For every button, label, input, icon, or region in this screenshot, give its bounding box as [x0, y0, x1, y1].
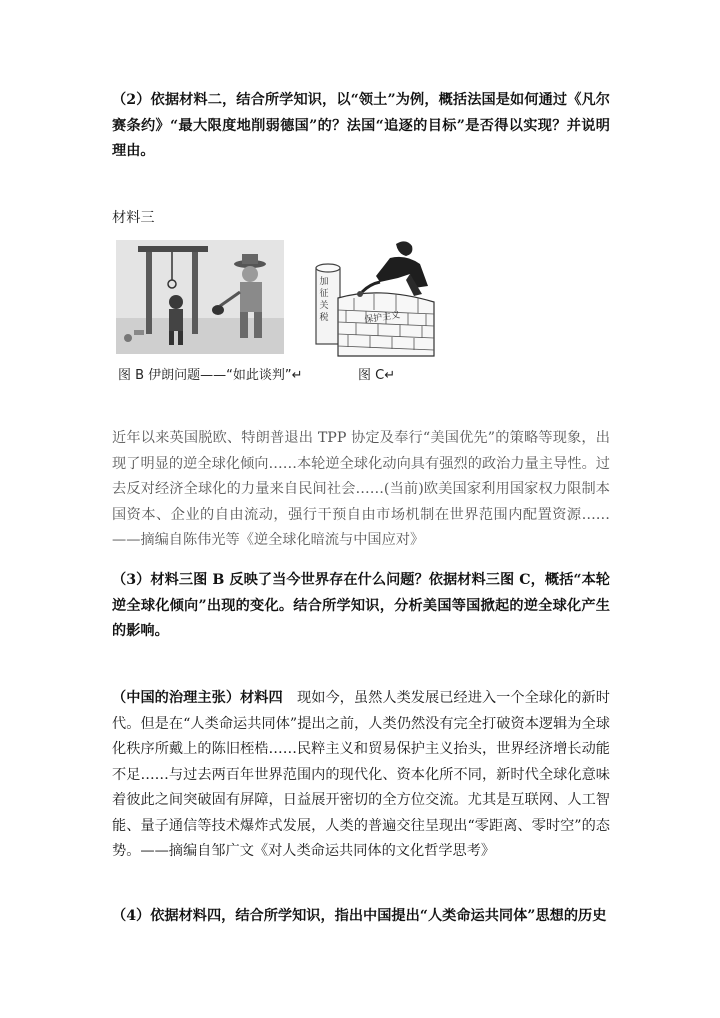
- material-3-text: 近年以来英国脱欧、特朗普退出 TPP 协定及奉行“美国优先”的策略等现象，出现了明显的逆全球化倾向……本轮逆全球化动向具有强烈的政治力量主导性。过去反对经济全球化的力量来自民间社会……(当前)欧美国家利用国家权力限制本国资本、企业的自由流动，强行干预自由市场机制在世界范围内配置资源……——摘编自陈伟光等《逆全球化暗流与中国应对》: [112, 430, 610, 548]
- svg-text:关: 关: [319, 301, 329, 311]
- question-3: （3）材料三图 B 反映了当今世界存在什么问题？依据材料三图 C，概括“本轮逆全球化倾向”出现的变化。结合所学知识，分析美国等国掀起的逆全球化产生的影响。: [112, 572, 610, 639]
- question-4: （4）依据材料四，结合所学知识，指出中国提出“人类命运共同体”思想的历史: [112, 908, 607, 924]
- svg-text:加: 加: [319, 277, 329, 287]
- material-3-heading: 材料三: [112, 210, 155, 226]
- svg-text:征: 征: [319, 289, 329, 299]
- svg-text:税: 税: [319, 313, 329, 323]
- figure-b-caption: 图 B 伊朗问题——“如此谈判”↵: [118, 368, 303, 383]
- figure-c-wall-label: [352, 306, 412, 326]
- figure-b-cartoon: [116, 240, 284, 354]
- figure-c-caption: 图 C↵: [358, 368, 396, 383]
- question-2: （2）依据材料二，结合所学知识，以“领土”为例，概括法国是如何通过《凡尔赛条约》“最大限度地削弱德国”的？法国“追逐的目标”是否得以实现？并说明理由。: [112, 92, 610, 159]
- figure-c-pillar-label: [316, 272, 332, 336]
- svg-text:保护主义: 保护主义: [363, 310, 401, 326]
- material-4-text: 现如今，虽然人类发展已经进入一个全球化的新时代。但是在“人类命运共同体”提出之前，人类仍然没有完全打破资本逻辑为全球化秩序所戴上的陈旧桎梏……民粹主义和贸易保护主义抬头，世界经济增长动能不足……与过去两百年世界范围内的现代化、资本化所不同，新时代全球化意味着彼此之间突破固有屏障，日益展开密切的全方位交流。尤其是互联网、人工智能、量子通信等技术爆炸式发展，人类的普遍交往呈现出“零距离、零时空”的态势。——摘编自邹广文《对人类命运共同体的文化哲学思考》: [112, 690, 610, 859]
- material-4-title: （中国的治理主张）材料四: [112, 690, 283, 706]
- material-4: [112, 686, 610, 865]
